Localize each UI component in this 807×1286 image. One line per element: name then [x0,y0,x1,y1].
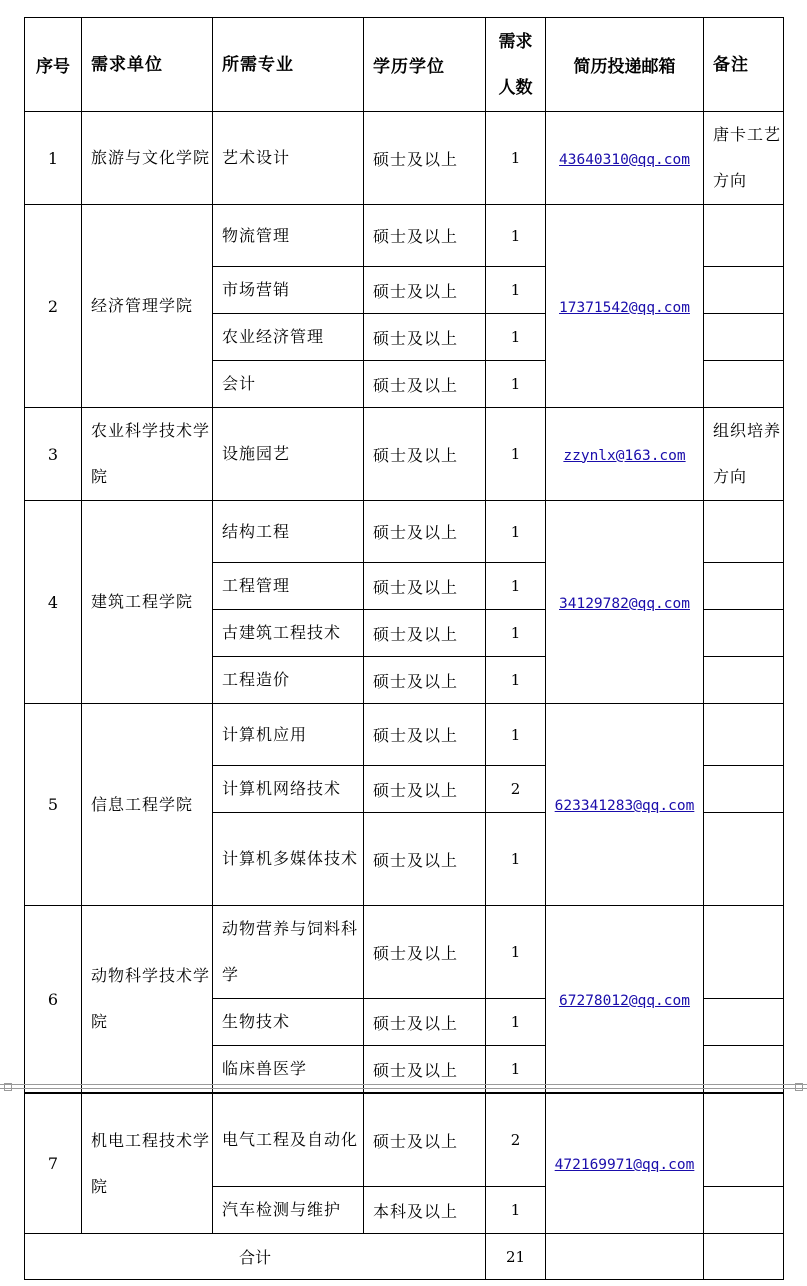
row-degree: 硕士及以上 [364,314,486,361]
row-major: 市场营销 [213,267,364,314]
email-link[interactable]: 67278012@qq.com [559,992,690,1009]
row-degree: 硕士及以上 [364,501,486,563]
header-email: 简历投递邮箱 [546,18,704,112]
row-major: 农业经济管理 [213,314,364,361]
row-index: 1 [25,112,82,205]
page-break [0,1083,807,1093]
page-break-marker [4,1083,12,1091]
email-link[interactable]: 623341283@qq.com [554,798,695,814]
row-major: 生物技术 [213,999,364,1046]
table-row [25,112,784,205]
row-count: 1 [486,361,546,408]
row-count: 1 [486,314,546,361]
row-degree: 硕士及以上 [364,205,486,267]
row-unit: 信息工程学院 [82,704,213,906]
row-index: 2 [25,205,82,408]
table-body-part1 [25,18,784,1093]
total-note-empty [704,1234,784,1280]
page-break-line [0,1084,807,1085]
recruitment-table-part2 [24,1093,784,1280]
row-count: 1 [486,112,546,205]
page-break-marker [795,1083,803,1091]
row-index: 7 [25,1094,82,1234]
row-count: 1 [486,657,546,704]
row-email-cell [546,906,704,1093]
row-count: 1 [486,1046,546,1093]
row-degree: 硕士及以上 [364,906,486,999]
row-email-cell [546,112,704,205]
row-major: 古建筑工程技术 [213,610,364,657]
row-note [704,766,784,813]
row-major: 汽车检测与维护 [213,1187,364,1234]
row-unit: 机电工程技术学院 [82,1094,213,1234]
row-major: 工程造价 [213,657,364,704]
header-unit: 需求单位 [82,18,213,112]
row-degree: 硕士及以上 [364,408,486,501]
row-index: 4 [25,501,82,704]
row-major: 工程管理 [213,563,364,610]
page-break-line [0,1088,807,1089]
header-count-line2: 人数 [498,77,533,98]
row-unit: 建筑工程学院 [82,501,213,704]
row-count: 2 [486,1094,546,1187]
row-note [704,1094,784,1187]
row-degree: 硕士及以上 [364,657,486,704]
row-index: 3 [25,408,82,501]
row-major: 设施园艺 [213,408,364,501]
row-major: 结构工程 [213,501,364,563]
row-degree: 硕士及以上 [364,766,486,813]
total-label: 合计 [25,1234,486,1280]
row-count: 1 [486,563,546,610]
row-unit: 旅游与文化学院 [82,112,213,205]
row-degree: 硕士及以上 [364,563,486,610]
row-unit: 动物科学技术学院 [82,906,213,1093]
row-count: 1 [486,906,546,999]
row-note: 唐卡工艺方向 [704,112,784,205]
row-note [704,205,784,267]
row-email-cell [546,1094,704,1234]
row-unit: 农业科学技术学院 [82,408,213,501]
row-email-cell [546,704,704,906]
row-major: 计算机多媒体技术 [213,813,364,906]
row-email-cell [546,205,704,408]
email-link[interactable]: zzynlx@163.com [563,447,686,464]
row-note [704,267,784,314]
row-note [704,1187,784,1234]
total-row [25,1234,784,1280]
email-link[interactable]: 17371542@qq.com [559,299,690,316]
row-major: 临床兽医学 [213,1046,364,1093]
recruitment-table-part1 [24,17,784,1093]
row-degree: 硕士及以上 [364,610,486,657]
row-degree: 硕士及以上 [364,361,486,408]
row-degree: 硕士及以上 [364,999,486,1046]
row-major: 计算机网络技术 [213,766,364,813]
header-major: 所需专业 [213,18,364,112]
row-index: 5 [25,704,82,906]
row-degree: 本科及以上 [364,1187,486,1234]
header-degree: 学历学位 [364,18,486,112]
row-note [704,657,784,704]
row-degree: 硕士及以上 [364,704,486,766]
row-major: 电气工程及自动化 [213,1094,364,1187]
table-row [25,501,784,563]
row-degree: 硕士及以上 [364,1094,486,1187]
row-count: 1 [486,501,546,563]
row-count: 1 [486,408,546,501]
row-degree: 硕士及以上 [364,267,486,314]
row-note [704,314,784,361]
row-major: 会计 [213,361,364,408]
email-link[interactable]: 472169971@qq.com [554,1157,695,1173]
table-row [25,906,784,999]
row-note [704,906,784,999]
row-degree: 硕士及以上 [364,1046,486,1093]
row-count: 1 [486,813,546,906]
row-major: 艺术设计 [213,112,364,205]
row-index: 6 [25,906,82,1093]
total-email-empty [546,1234,704,1280]
row-major: 计算机应用 [213,704,364,766]
row-count: 1 [486,610,546,657]
table-row [25,205,784,267]
header-count [486,18,546,112]
email-link[interactable]: 43640310@qq.com [559,151,690,168]
header-count-line1: 需求 [498,31,533,52]
row-count: 1 [486,267,546,314]
row-count: 2 [486,766,546,813]
table-row [25,408,784,501]
header-idx: 序号 [25,18,82,112]
row-note [704,610,784,657]
header-row [25,18,784,112]
header-note: 备注 [704,18,784,112]
row-note [704,813,784,906]
row-degree: 硕士及以上 [364,112,486,205]
row-major: 动物营养与饲料科学 [213,906,364,999]
row-note [704,563,784,610]
email-link[interactable]: 34129782@qq.com [559,595,690,612]
row-count: 1 [486,704,546,766]
table-body-part2 [25,1094,784,1280]
total-count: 21 [486,1234,546,1280]
table-row [25,704,784,766]
row-count: 1 [486,1187,546,1234]
row-email-cell [546,501,704,704]
row-email-cell [546,408,704,501]
row-count: 1 [486,205,546,267]
row-count: 1 [486,999,546,1046]
table-row [25,1094,784,1187]
row-note [704,361,784,408]
row-major: 物流管理 [213,205,364,267]
row-note: 组织培养方向 [704,408,784,501]
row-note [704,501,784,563]
row-degree: 硕士及以上 [364,813,486,906]
row-note [704,704,784,766]
row-note [704,999,784,1046]
row-unit: 经济管理学院 [82,205,213,408]
